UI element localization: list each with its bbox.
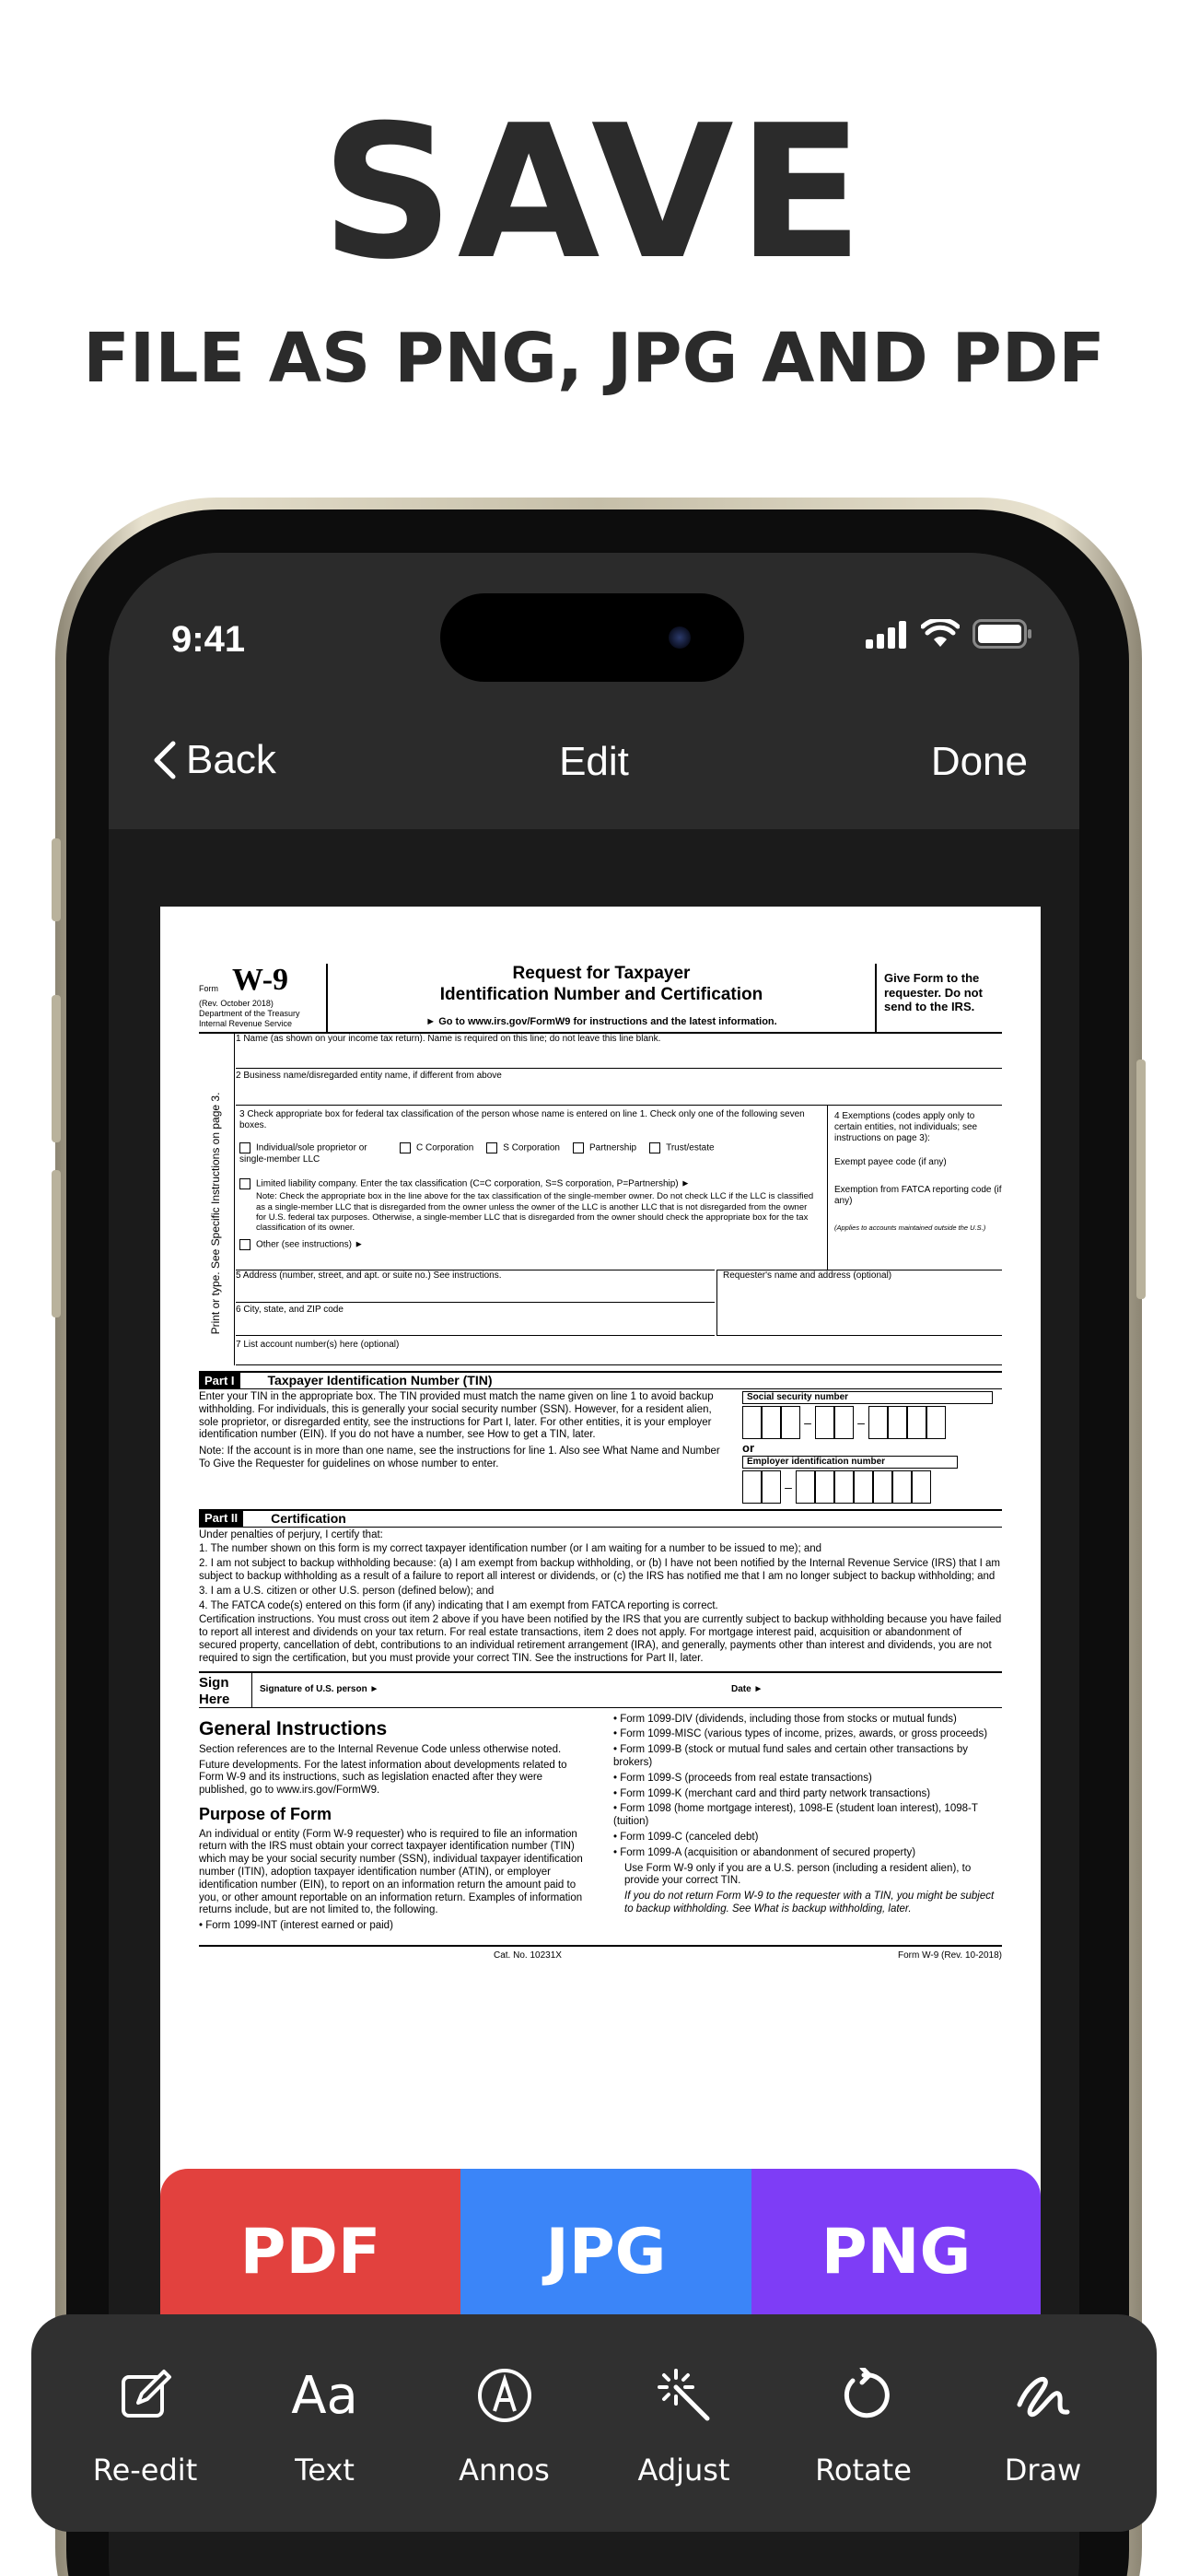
phone-action-button [52, 838, 61, 921]
dynamic-island [440, 593, 744, 682]
part2-name: Certification [271, 1510, 346, 1526]
part2-header [199, 1509, 1002, 1528]
nav-bar [109, 700, 1079, 829]
cert-intro: Under penalties of perjury, I certify that: [199, 1528, 383, 1540]
back-label: Back [186, 737, 276, 782]
ssn-label: Social security number [742, 1391, 993, 1404]
adjust-label: Adjust [637, 2453, 730, 2488]
exempt-payee: Exempt payee code (if any) [834, 1157, 947, 1167]
form-lines [199, 1034, 1002, 1365]
right-item: • Form 1099-C (canceled debt) [613, 1831, 759, 1843]
right-item: • Form 1099-A (acquisition or abandonment of secured property) [613, 1846, 916, 1858]
w9-header [199, 964, 1002, 1034]
save-pdf-button[interactable]: PDF [160, 2169, 460, 2335]
part2-tag: Part II [199, 1510, 243, 1527]
nav-title: Edit [559, 739, 629, 784]
cert-item-4: 4. The FATCA code(s) entered on this form (if any) indicating that I am exempt from FATCA reporting is correct. [199, 1599, 718, 1611]
partnership-checkbox[interactable] [573, 1142, 584, 1153]
purpose-p: An individual or entity (Form W-9 requester) who is required to file an information return with the IRS must obtain your correct taxpayer identification number (TIN) which may be your social security number (SSN), individual taxpayer identification number (ITIN), adoption taxpayer identification number (ATIN), or employer identification number (EIN), to report on an information return the amount paid to you, or other amount reportable on an information return. Examples of information returns include, but are not limited to, the following. [199, 1828, 583, 1916]
line-6: 6 City, state, and ZIP code [236, 1305, 715, 1336]
ein-label: Employer identification number [742, 1456, 958, 1469]
form-irs: Internal Revenue Service [199, 1018, 293, 1028]
right-item: • Form 1099-MISC (various types of income, prizes, awards, or gross proceeds) [613, 1728, 988, 1740]
cat-no: Cat. No. 10231X [494, 1950, 562, 1961]
form-goto: ► Go to www.irs.gov/FormW9 for instructions and the latest information. [425, 1015, 777, 1027]
draw-button[interactable] [961, 2359, 1126, 2488]
text-label: Text [295, 2453, 355, 2488]
give-form-note: Give Form to the requester. Do not send to the IRS. [875, 964, 1002, 1032]
date-field[interactable]: Date ► [731, 1684, 763, 1695]
draw-icon [1014, 2359, 1073, 2432]
part1-tag: Part I [199, 1373, 240, 1389]
status-bar [109, 553, 1079, 700]
gen-p2: Future developments. For the latest information about developments related to Form W-9 and its instructions, such as legislation enacted after they were published, go to www.irs.gov/FormW9. [199, 1759, 567, 1797]
exemptions: 4 Exemptions (codes apply only to certain entities, not individuals; see instructions on page 3): [834, 1111, 978, 1143]
bottom-toolbar [31, 2314, 1157, 2532]
draw-label: Draw [1004, 2453, 1082, 2488]
sign-here: Sign Here [199, 1673, 252, 1707]
annotation-icon [476, 2359, 533, 2432]
ssn-boxes[interactable]: – – [742, 1406, 993, 1439]
requester-box: Requester's name and address (optional) [716, 1270, 1002, 1336]
magic-wand-icon [656, 2359, 713, 2432]
right-item: • Form 1099-B (stock or mutual fund sales and certain other transactions by brokers) [613, 1744, 968, 1768]
save-png-button[interactable]: PNG [751, 2169, 1041, 2335]
part1-name: Taxpayer Identification Number (TIN) [267, 1373, 493, 1388]
phone-volume-up-button [52, 995, 61, 1142]
camera-icon [669, 626, 691, 649]
cert-item-3: 3. I am a U.S. citizen or other U.S. person (defined below); and [199, 1585, 495, 1597]
partnership-label: Partnership [588, 1142, 637, 1153]
tin-section [199, 1391, 1002, 1504]
individual-label: Individual/sole proprietor or single-member LLC [239, 1142, 367, 1165]
signature-field[interactable]: Signature of U.S. person ► [260, 1684, 379, 1695]
status-icons [866, 619, 1033, 649]
save-jpg-button[interactable]: JPG [460, 2169, 751, 2335]
hero-title: SAVE [320, 86, 868, 300]
fatca-code: Exemption from FATCA reporting code (if any) [834, 1185, 1002, 1206]
sign-row[interactable] [199, 1671, 1002, 1708]
general-instructions [199, 1714, 1002, 1936]
part1-header [199, 1371, 1002, 1389]
line-7: 7 List account number(s) here (optional) [236, 1340, 1002, 1365]
form-rev: (Rev. October 2018) [199, 999, 274, 1008]
applies-note: (Applies to accounts maintained outside the U.S.) [834, 1224, 986, 1232]
gen-title: General Instructions [199, 1717, 388, 1739]
text-aa-icon: Aa [291, 2365, 358, 2426]
signal-icon [866, 621, 908, 649]
tin-note: Note: If the account is in more than one name, see the instructions for line 1. Also see What Name and Number To Give the Requester for guidelines on whose number to enter. [199, 1446, 720, 1469]
line-2: 2 Business name/disregarded entity name, if different from above [236, 1071, 1002, 1106]
llc-note: Note: Check the appropriate box in the line above for the tax classification of the single-member owner. Do not check LLC if the LLC is classified as a single-member LLC that is disregarded from the owner unless the owner of the LLC is another LLC that is not disregarded from the owner for U.S. federal tax purposes. Otherwise, a single-member LLC that is disregarded from the owner should check the appropriate box for the tax classification of its owner. [256, 1191, 814, 1234]
scorp-label: S Corporation [503, 1142, 560, 1153]
phone-power-button [1136, 1060, 1146, 1299]
vertical-label: Print or type. See Specific Instructions on page 3. [208, 1092, 222, 1335]
tin-text: Enter your TIN in the appropriate box. The TIN provided must match the name given on line 1 to avoid backup withholding. For individuals, this is generally your social security number (SSN). However, for a resident alien, sole proprietor, or disregarded entity, see the instructions for Part I, later. For other entities, it is your employer identification number (EIN). If you do not have a number, see How to get a TIN, later. [199, 1391, 714, 1441]
rotate-label: Rotate [815, 2453, 912, 2488]
individual-checkbox[interactable] [239, 1142, 250, 1153]
purpose-b1: • Form 1099-INT (interest earned or paid) [199, 1920, 393, 1932]
right-p2: If you do not return Form W-9 to the requester with a TIN, you might be subject to backup withholding. See What is backup withholding, later. [624, 1891, 995, 1914]
form-title-1: Request for Taxpayer [512, 964, 691, 983]
document-page[interactable] [160, 907, 1041, 2325]
doc-footer [199, 1945, 1002, 1961]
form-title-2: Identification Number and Certification [439, 984, 763, 1004]
phone-volume-down-button [52, 1170, 61, 1317]
hero-subtitle: FILE AS PNG, JPG AND PDF [83, 319, 1105, 398]
re-edit-button[interactable] [63, 2359, 228, 2488]
battery-icon [973, 619, 1033, 649]
scorp-checkbox[interactable] [486, 1142, 497, 1153]
ccorp-checkbox[interactable] [400, 1142, 411, 1153]
adjust-button[interactable] [601, 2359, 767, 2488]
other-checkbox[interactable] [239, 1239, 250, 1250]
re-edit-label: Re-edit [92, 2453, 198, 2488]
right-p1: Use Form W-9 only if you are a U.S. person (including a resident alien), to provide your correct TIN. [624, 1862, 972, 1887]
annos-button[interactable] [422, 2359, 588, 2488]
trust-checkbox[interactable] [649, 1142, 660, 1153]
form-dept: Department of the Treasury [199, 1008, 300, 1018]
gen-p1: Section references are to the Internal Revenue Code unless otherwise noted. [199, 1743, 562, 1755]
right-item: • Form 1099-DIV (dividends, including those from stocks or mutual funds) [613, 1713, 957, 1725]
line-3: 3 Check appropriate box for federal tax classification of the person whose name is entered on line 1. Check only one of the following seven boxes. [239, 1109, 805, 1130]
rotate-button[interactable] [781, 2359, 947, 2488]
right-item: • Form 1099-K (merchant card and third party network transactions) [613, 1787, 931, 1799]
or-label: or [742, 1441, 754, 1455]
rotate-icon [836, 2359, 891, 2432]
form-footer: Form W-9 (Rev. 10-2018) [898, 1950, 1002, 1961]
edit-icon [118, 2359, 173, 2432]
other-label: Other (see instructions) ► [256, 1239, 364, 1250]
phone-screen [109, 553, 1079, 2576]
cert-item-2: 2. I am not subject to backup withholding because: (a) I am exempt from backup withholding, or (b) I have not been notified by the Internal Revenue Service (IRS) that I am subject to backup withholding as a result of a failure to report all interest or dividends, or (c) the IRS has notified me that I am no longer subject to backup withholding; and [199, 1558, 1000, 1582]
ein-boxes[interactable]: – [742, 1470, 993, 1504]
line-1: 1 Name (as shown on your income tax return). Name is required on this line; do not leave this line blank. [236, 1034, 1002, 1069]
right-item: • Form 1098 (home mortgage interest), 1098-E (student loan interest), 1098-T (tuition) [613, 1803, 978, 1828]
cert-instructions: Certification instructions. You must cross out item 2 above if you have been notified by the IRS that you are currently subject to backup withholding because you have failed to report all interest and dividends on your tax return. For real estate transactions, item 2 does not apply. For mortgage interest paid, acquisition or abandonment of secured property, cancellation of debt, contributions to an individual retirement arrangement (IRA), and generally, payments other than interest and dividends, you are not required to sign the certification, but you must provide your correct TIN. See the instructions for Part II, later. [199, 1614, 1002, 1664]
done-button[interactable]: Done [930, 739, 1028, 784]
llc-checkbox[interactable] [239, 1178, 250, 1189]
purpose-title: Purpose of Form [199, 1804, 332, 1823]
cert-item-1: 1. The number shown on this form is my correct taxpayer identification number (or I am waiting for a number to be issued to me); and [199, 1543, 822, 1555]
ccorp-label: C Corporation [416, 1142, 474, 1153]
llc-label: Limited liability company. Enter the tax classification (C=C corporation, S=S corporation, P=Partnership) ► [256, 1178, 691, 1189]
form-label: Form [199, 984, 218, 993]
form-number: W-9 [232, 963, 289, 997]
trust-label: Trust/estate [666, 1142, 715, 1153]
line-5: 5 Address (number, street, and apt. or suite no.) See instructions. [236, 1270, 715, 1303]
text-button[interactable] [242, 2359, 408, 2488]
status-time: 9:41 [171, 619, 246, 660]
wifi-icon [921, 619, 960, 649]
right-item: • Form 1099-S (proceeds from real estate transactions) [613, 1772, 872, 1784]
certification [199, 1529, 1002, 1666]
annos-label: Annos [459, 2453, 550, 2488]
